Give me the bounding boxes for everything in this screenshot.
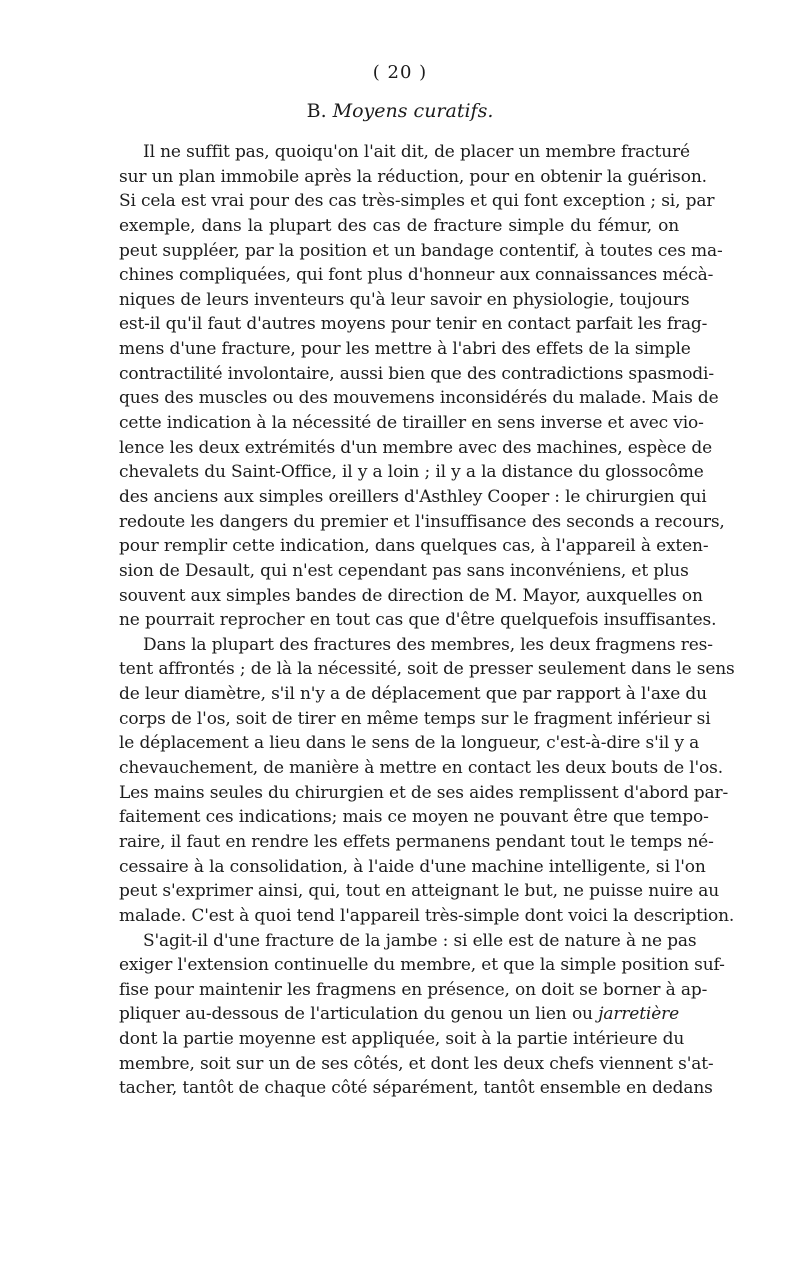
- text-line: tacher, tantôt de chaque côté séparément, tantôt ensemble en dedans: [119, 1078, 713, 1099]
- text-line: peut suppléer, par la position et un bandage contentif, à toutes ces ma-: [119, 240, 723, 261]
- text-line: niques de leurs inventeurs qu'à leur savoir en physiologie, toujours: [119, 289, 690, 310]
- text-line: chevalets du Saint-Office, il y a loin ; il y a la distance du glossocôme: [119, 462, 704, 483]
- text-line: cette indication à la nécessité de tirailler en sens inverse et avec vio-: [119, 413, 704, 434]
- text-line: malade. C'est à quoi tend l'appareil très-simple dont voici la description.: [119, 905, 735, 926]
- text-line: contractilité involontaire, aussi bien que des contradictions spasmodi-: [119, 363, 714, 384]
- text-line: ques des muscles ou des mouvemens inconsidérés du malade. Mais de: [119, 388, 719, 409]
- text-line: membre, soit sur un de ses côtés, et dont les deux chefs viennent s'at-: [119, 1053, 714, 1074]
- paragraph: [119, 633, 735, 929]
- text-line: tent affrontés ; de là la nécessité, soit de presser seulement dans le sens: [119, 659, 735, 680]
- text-line: faitement ces indications; mais ce moyen ne pouvant être que tempo-: [119, 807, 709, 828]
- text-line: raire, il faut en rendre les effets permanens pendant tout le temps né-: [119, 831, 714, 852]
- section-title-italic: Moyens curatifs.: [332, 100, 494, 122]
- text-line: ne pourrait reprocher en tout cas que d'être quelquefois insuffisantes.: [119, 610, 717, 631]
- text-line: sur un plan immobile après la réduction, pour en obtenir la guérison.: [119, 166, 707, 187]
- text-line: Les mains seules du chirurgien et de ses aides remplissent d'abord par-: [119, 782, 729, 803]
- text-line: S'agit-il d'une fracture de la jambe : si elle est de nature à ne pas: [143, 930, 697, 951]
- text-line: exemple, dans la plupart des cas de fracture simple du fémur, on: [119, 215, 679, 236]
- text-line: Dans la plupart des fractures des membres, les deux fragmens res-: [143, 634, 713, 655]
- section-title-prefix: B.: [306, 100, 333, 122]
- text-line-start: pliquer au-dessous de l'articulation du genou un lien ou: [119, 1004, 599, 1025]
- text-line: pour remplir cette indication, dans quelques cas, à l'appareil à exten-: [119, 536, 709, 557]
- text-line: chevauchement, de manière à mettre en contact les deux bouts de l'os.: [119, 758, 723, 779]
- text-line: exiger l'extension continuelle du membre, et que la simple position suf-: [119, 955, 725, 976]
- text-line: Si cela est vrai pour des cas très-simples et qui font exception ; si, par: [119, 191, 715, 212]
- text-line: Il ne suffit pas, quoiqu'on l'ait dit, de placer un membre fracturé: [143, 142, 690, 162]
- text-line: chines compliquées, qui font plus d'honneur aux connaissances mécà-: [119, 265, 714, 286]
- text-line: corps de l'os, soit de tirer en même temps sur le fragment inférieur si: [119, 708, 711, 729]
- text-line: le déplacement a lieu dans le sens de la longueur, c'est-à-dire s'il y a: [119, 733, 700, 754]
- paragraph: [119, 140, 725, 633]
- text-line: est-il qu'il faut d'autres moyens pour tenir en contact parfait les frag-: [119, 314, 708, 335]
- text-line: lence les deux extrémités d'un membre avec des machines, espèce de: [119, 437, 713, 458]
- text-line: sion de Desault, qui n'est cependant pas sans inconvéniens, et plus: [119, 560, 689, 581]
- text-line: cessaire à la consolidation, à l'aide d'une machine intelligente, si l'on: [119, 856, 706, 877]
- section-title: [0, 100, 800, 122]
- body-text: [119, 140, 735, 1101]
- page-number: ( 20 ): [372, 62, 428, 83]
- text-line: des anciens aux simples oreillers d'Asthley Cooper : le chirurgien qui: [119, 486, 707, 507]
- text-line-with-italic: [119, 1002, 679, 1027]
- text-line: souvent aux simples bandes de direction de M. Mayor, auxquelles on: [119, 585, 703, 606]
- text-line: peut s'exprimer ainsi, qui, tout en atteignant le but, ne puisse nuire au: [119, 881, 720, 902]
- text-line: mens d'une fracture, pour les mettre à l'abri des effets de la simple: [119, 339, 691, 360]
- italic-word: jarretière: [598, 1004, 679, 1025]
- text-line: dont la partie moyenne est appliquée, soit à la partie intérieure du: [119, 1029, 685, 1050]
- paragraph: [119, 929, 725, 1101]
- text-line: redoute les dangers du premier et l'insuffisance des seconds a recours,: [119, 511, 725, 532]
- text-line: fise pour maintenir les fragmens en présence, on doit se borner à ap-: [119, 979, 708, 1000]
- text-line: de leur diamètre, s'il n'y a de déplacement que par rapport à l'axe du: [119, 684, 707, 705]
